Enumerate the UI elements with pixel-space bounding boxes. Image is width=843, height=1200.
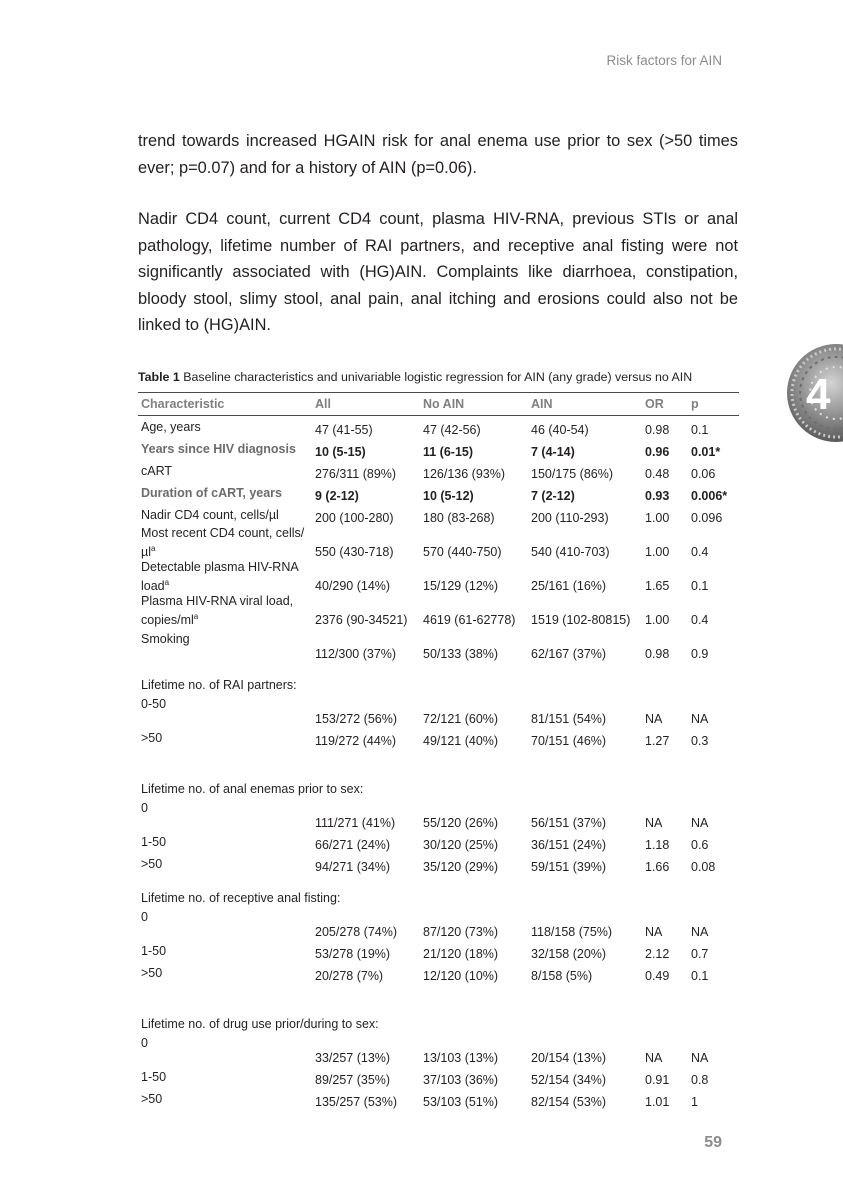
- characteristic-text: 0: [141, 910, 148, 925]
- paragraph-1: trend towards increased HGAIN risk for anal enema use prior to sex (>50 times ever; p=0.07) and for a history of AIN (p=0.06).: [138, 132, 738, 177]
- characteristic-text: >50: [141, 731, 163, 746]
- table-row: [138, 797, 739, 831]
- row-characteristic: [138, 560, 312, 594]
- cell-p: 0.7: [691, 947, 709, 962]
- table-caption: [138, 370, 692, 384]
- table-section-row: [138, 662, 739, 693]
- cell-or: 2.12: [645, 947, 670, 962]
- cell-ain: 7 (4-14): [531, 445, 575, 459]
- cell-ain: 25/161 (16%): [531, 579, 607, 594]
- cell-no-ain: 30/120 (25%): [423, 838, 499, 853]
- cell-p: 0.096: [691, 511, 723, 525]
- table-row: [138, 940, 739, 962]
- characteristic-text: Most recent CD4 count, cells/µl: [141, 526, 305, 560]
- table-row: [138, 460, 739, 482]
- footnote-marker: a: [193, 612, 199, 622]
- cell-no-ain: 15/129 (12%): [423, 579, 499, 594]
- cell-or: 0.49: [645, 969, 670, 984]
- cell-ain: 1519 (102-80815): [531, 613, 631, 628]
- cell-or: NA: [645, 712, 663, 727]
- table-section-row: [138, 984, 739, 1032]
- cell-all: 550 (430-718): [315, 545, 394, 560]
- cell-no-ain: 570 (440-750): [423, 545, 502, 560]
- row-characteristic: [138, 526, 312, 560]
- table-row: [138, 438, 739, 460]
- cell-or: 1.27: [645, 734, 670, 749]
- cell-no-ain: 4619 (61-62778): [423, 613, 516, 628]
- table-row: [138, 594, 739, 628]
- cell-all: 2376 (90-34521): [315, 613, 408, 628]
- table-row: [138, 416, 739, 439]
- row-characteristic: [138, 628, 312, 662]
- row-characteristic: [138, 962, 312, 984]
- cell-or: 1.00: [645, 613, 670, 628]
- cell-or: 1.00: [645, 545, 670, 560]
- cell-or: 0.98: [645, 647, 670, 662]
- cell-or: 0.98: [645, 423, 670, 437]
- cell-ain: 36/151 (24%): [531, 838, 607, 853]
- cell-all: 276/311 (89%): [315, 467, 397, 481]
- cell-p: 1: [691, 1095, 698, 1110]
- table-row: [138, 628, 739, 662]
- cell-no-ain: 21/120 (18%): [423, 947, 499, 962]
- cell-ain: 20/154 (13%): [531, 1051, 607, 1066]
- cell-p: 0.1: [691, 579, 709, 594]
- cell-p: 0.4: [691, 545, 709, 560]
- cell-all: 94/271 (34%): [315, 860, 391, 875]
- cell-no-ain: 72/121 (60%): [423, 712, 499, 727]
- cell-ain: 56/151 (37%): [531, 816, 607, 831]
- characteristic-text: cART: [141, 464, 173, 479]
- cell-or: NA: [645, 1051, 663, 1066]
- cell-no-ain: 12/120 (10%): [423, 969, 499, 984]
- characteristic-text: >50: [141, 1092, 163, 1107]
- table-row: [138, 853, 739, 875]
- cell-all: 47 (41-55): [315, 423, 373, 437]
- table-row: [138, 831, 739, 853]
- row-characteristic: [138, 438, 312, 460]
- footnote-marker: a: [150, 544, 156, 553]
- cell-ain: 62/167 (37%): [531, 647, 607, 662]
- characteristic-text: 0: [141, 1036, 148, 1051]
- cell-no-ain: 55/120 (26%): [423, 816, 499, 831]
- paragraph-2: Nadir CD4 count, current CD4 count, plasma HIV-RNA, previous STIs or anal pathology, lifetime number of RAI partners, and receptive anal fisting were not significantly associated with (HG)AIN. Complaints like diarrhoea, constipation, bloody stool, slimy stool, anal pain, anal itching and erosions could also not be linked to (HG)AIN.: [138, 210, 738, 334]
- cell-ain: 81/151 (54%): [531, 712, 607, 727]
- cell-no-ain: 180 (83-268): [423, 511, 495, 525]
- col-ain: AIN: [528, 393, 642, 416]
- row-characteristic: [138, 797, 312, 831]
- table-row: [138, 1066, 739, 1088]
- cell-ain: 59/151 (39%): [531, 860, 607, 875]
- table-row: [138, 560, 739, 594]
- row-characteristic: [138, 940, 312, 962]
- cell-no-ain: 50/133 (38%): [423, 647, 499, 662]
- cell-or: 1.01: [645, 1095, 670, 1110]
- row-characteristic: [138, 693, 312, 727]
- row-characteristic: [138, 1032, 312, 1066]
- characteristic-text: 1-50: [141, 835, 167, 850]
- cell-or: 0.91: [645, 1073, 670, 1088]
- characteristic-text: Years since HIV diagnosis: [141, 442, 296, 457]
- cell-p: 0.01*: [691, 445, 721, 459]
- row-characteristic: [138, 416, 312, 439]
- col-or: OR: [642, 393, 688, 416]
- chapter-number: 4: [806, 370, 831, 419]
- cell-no-ain: 126/136 (93%): [423, 467, 506, 481]
- row-characteristic: [138, 1066, 312, 1088]
- cell-no-ain: 11 (6-15): [423, 445, 474, 459]
- characteristic-text: 1-50: [141, 944, 167, 959]
- cell-no-ain: 37/103 (36%): [423, 1073, 499, 1088]
- row-characteristic: [138, 831, 312, 853]
- cell-or: NA: [645, 925, 663, 940]
- section-label: Lifetime no. of anal enemas prior to sex:: [141, 782, 364, 797]
- table-row: [138, 906, 739, 940]
- characteristic-text: Nadir CD4 count, cells/µl: [141, 508, 279, 523]
- cell-ain: 52/154 (34%): [531, 1073, 607, 1088]
- cell-all: 119/272 (44%): [315, 734, 397, 749]
- cell-p: NA: [691, 1051, 709, 1066]
- characteristic-text: Detectable plasma HIV-RNA load: [141, 560, 299, 594]
- table-caption-label: Table 1: [138, 370, 180, 384]
- cell-no-ain: 49/121 (40%): [423, 734, 499, 749]
- cell-no-ain: 35/120 (29%): [423, 860, 499, 875]
- characteristic-text: Plasma HIV-RNA viral load, copies/ml: [141, 594, 294, 628]
- row-characteristic: [138, 906, 312, 940]
- characteristic-text: 0-50: [141, 697, 167, 712]
- cell-all: 200 (100-280): [315, 511, 394, 525]
- cell-all: 9 (2-12): [315, 489, 359, 503]
- cell-or: 1.66: [645, 860, 670, 875]
- table-row: [138, 526, 739, 560]
- cell-all: 135/257 (53%): [315, 1095, 398, 1110]
- cell-p: 0.1: [691, 969, 709, 984]
- cell-all: 66/271 (24%): [315, 838, 391, 853]
- characteristic-text: Age, years: [141, 420, 201, 435]
- table-row: [138, 693, 739, 727]
- cell-ain: 32/158 (20%): [531, 947, 607, 962]
- cell-p: NA: [691, 925, 709, 940]
- cell-or: NA: [645, 816, 663, 831]
- cell-all: 89/257 (35%): [315, 1073, 391, 1088]
- cell-ain: 200 (110-293): [531, 511, 609, 525]
- table-header-row: [138, 393, 739, 416]
- table-row: [138, 727, 739, 749]
- table-row: [138, 504, 739, 526]
- cell-p: 0.006*: [691, 489, 728, 503]
- row-characteristic: [138, 460, 312, 482]
- characteristic-text: >50: [141, 966, 163, 981]
- cell-p: 0.06: [691, 467, 716, 481]
- cell-p: 0.3: [691, 734, 709, 749]
- cell-ain: 46 (40-54): [531, 423, 589, 437]
- cell-all: 20/278 (7%): [315, 969, 384, 984]
- cell-p: 0.6: [691, 838, 709, 853]
- running-head: Risk factors for AIN: [606, 53, 722, 68]
- cell-ain: 82/154 (53%): [531, 1095, 607, 1110]
- cell-ain: 118/158 (75%): [531, 925, 613, 940]
- row-characteristic: [138, 727, 312, 749]
- cell-or: 1.18: [645, 838, 670, 853]
- cell-ain: 7 (2-12): [531, 489, 575, 503]
- chapter-badge: [786, 343, 843, 443]
- section-label: Lifetime no. of RAI partners:: [141, 678, 297, 693]
- cell-all: 153/272 (56%): [315, 712, 398, 727]
- cell-all: 10 (5-15): [315, 445, 366, 459]
- section-label: Lifetime no. of drug use prior/during to sex:: [141, 1017, 379, 1032]
- cell-all: 111/271 (41%): [315, 816, 396, 831]
- cell-no-ain: 53/103 (51%): [423, 1095, 499, 1110]
- cell-p: 0.9: [691, 647, 709, 662]
- cell-ain: 8/158 (5%): [531, 969, 593, 984]
- col-characteristic: Characteristic: [138, 393, 312, 416]
- row-characteristic: [138, 504, 312, 526]
- table-row: [138, 1032, 739, 1066]
- section-label: Lifetime no. of receptive anal fisting:: [141, 891, 341, 906]
- cell-p: 0.08: [691, 860, 716, 875]
- row-characteristic: [138, 853, 312, 875]
- cell-p: 0.4: [691, 613, 709, 628]
- table-caption-text: Baseline characteristics and univariable logistic regression for AIN (any grade) versus no AIN: [183, 370, 693, 384]
- cell-or: 0.48: [645, 467, 670, 481]
- cell-or: 1.65: [645, 579, 670, 594]
- cell-no-ain: 10 (5-12): [423, 489, 474, 503]
- characteristic-text: Smoking: [141, 632, 190, 647]
- col-no-ain: No AIN: [420, 393, 528, 416]
- characteristic-text: Duration of cART, years: [141, 486, 283, 501]
- cell-p: 0.1: [691, 423, 709, 437]
- cell-p: NA: [691, 816, 709, 831]
- row-characteristic: [138, 1088, 312, 1110]
- cell-no-ain: 87/120 (73%): [423, 925, 499, 940]
- table-row: [138, 1088, 739, 1110]
- cell-no-ain: 13/103 (13%): [423, 1051, 499, 1066]
- characteristic-text: 0: [141, 801, 148, 816]
- cell-ain: 70/151 (46%): [531, 734, 607, 749]
- cell-or: 1.00: [645, 511, 670, 525]
- cell-or: 0.96: [645, 445, 670, 459]
- footnote-marker: a: [164, 578, 170, 588]
- baseline-table: [138, 392, 739, 1110]
- cell-ain: 540 (410-703): [531, 545, 610, 560]
- table-section-row: [138, 749, 739, 797]
- cell-no-ain: 47 (42-56): [423, 423, 481, 437]
- cell-all: 205/278 (74%): [315, 925, 398, 940]
- cell-all: 53/278 (19%): [315, 947, 391, 962]
- cell-p: NA: [691, 712, 709, 727]
- table-row: [138, 962, 739, 984]
- page-number: 59: [704, 1134, 722, 1151]
- cell-all: 33/257 (13%): [315, 1051, 391, 1066]
- characteristic-text: 1-50: [141, 1070, 167, 1085]
- table-section-row: [138, 875, 739, 906]
- col-all: All: [312, 393, 420, 416]
- cell-or: 0.93: [645, 489, 670, 503]
- cell-all: 112/300 (37%): [315, 647, 397, 662]
- row-characteristic: [138, 594, 312, 628]
- cell-ain: 150/175 (86%): [531, 467, 614, 481]
- cell-p: 0.8: [691, 1073, 709, 1088]
- row-characteristic: [138, 482, 312, 504]
- col-p: p: [688, 393, 739, 416]
- cell-all: 40/290 (14%): [315, 579, 391, 594]
- characteristic-text: >50: [141, 857, 163, 872]
- table-row: [138, 482, 739, 504]
